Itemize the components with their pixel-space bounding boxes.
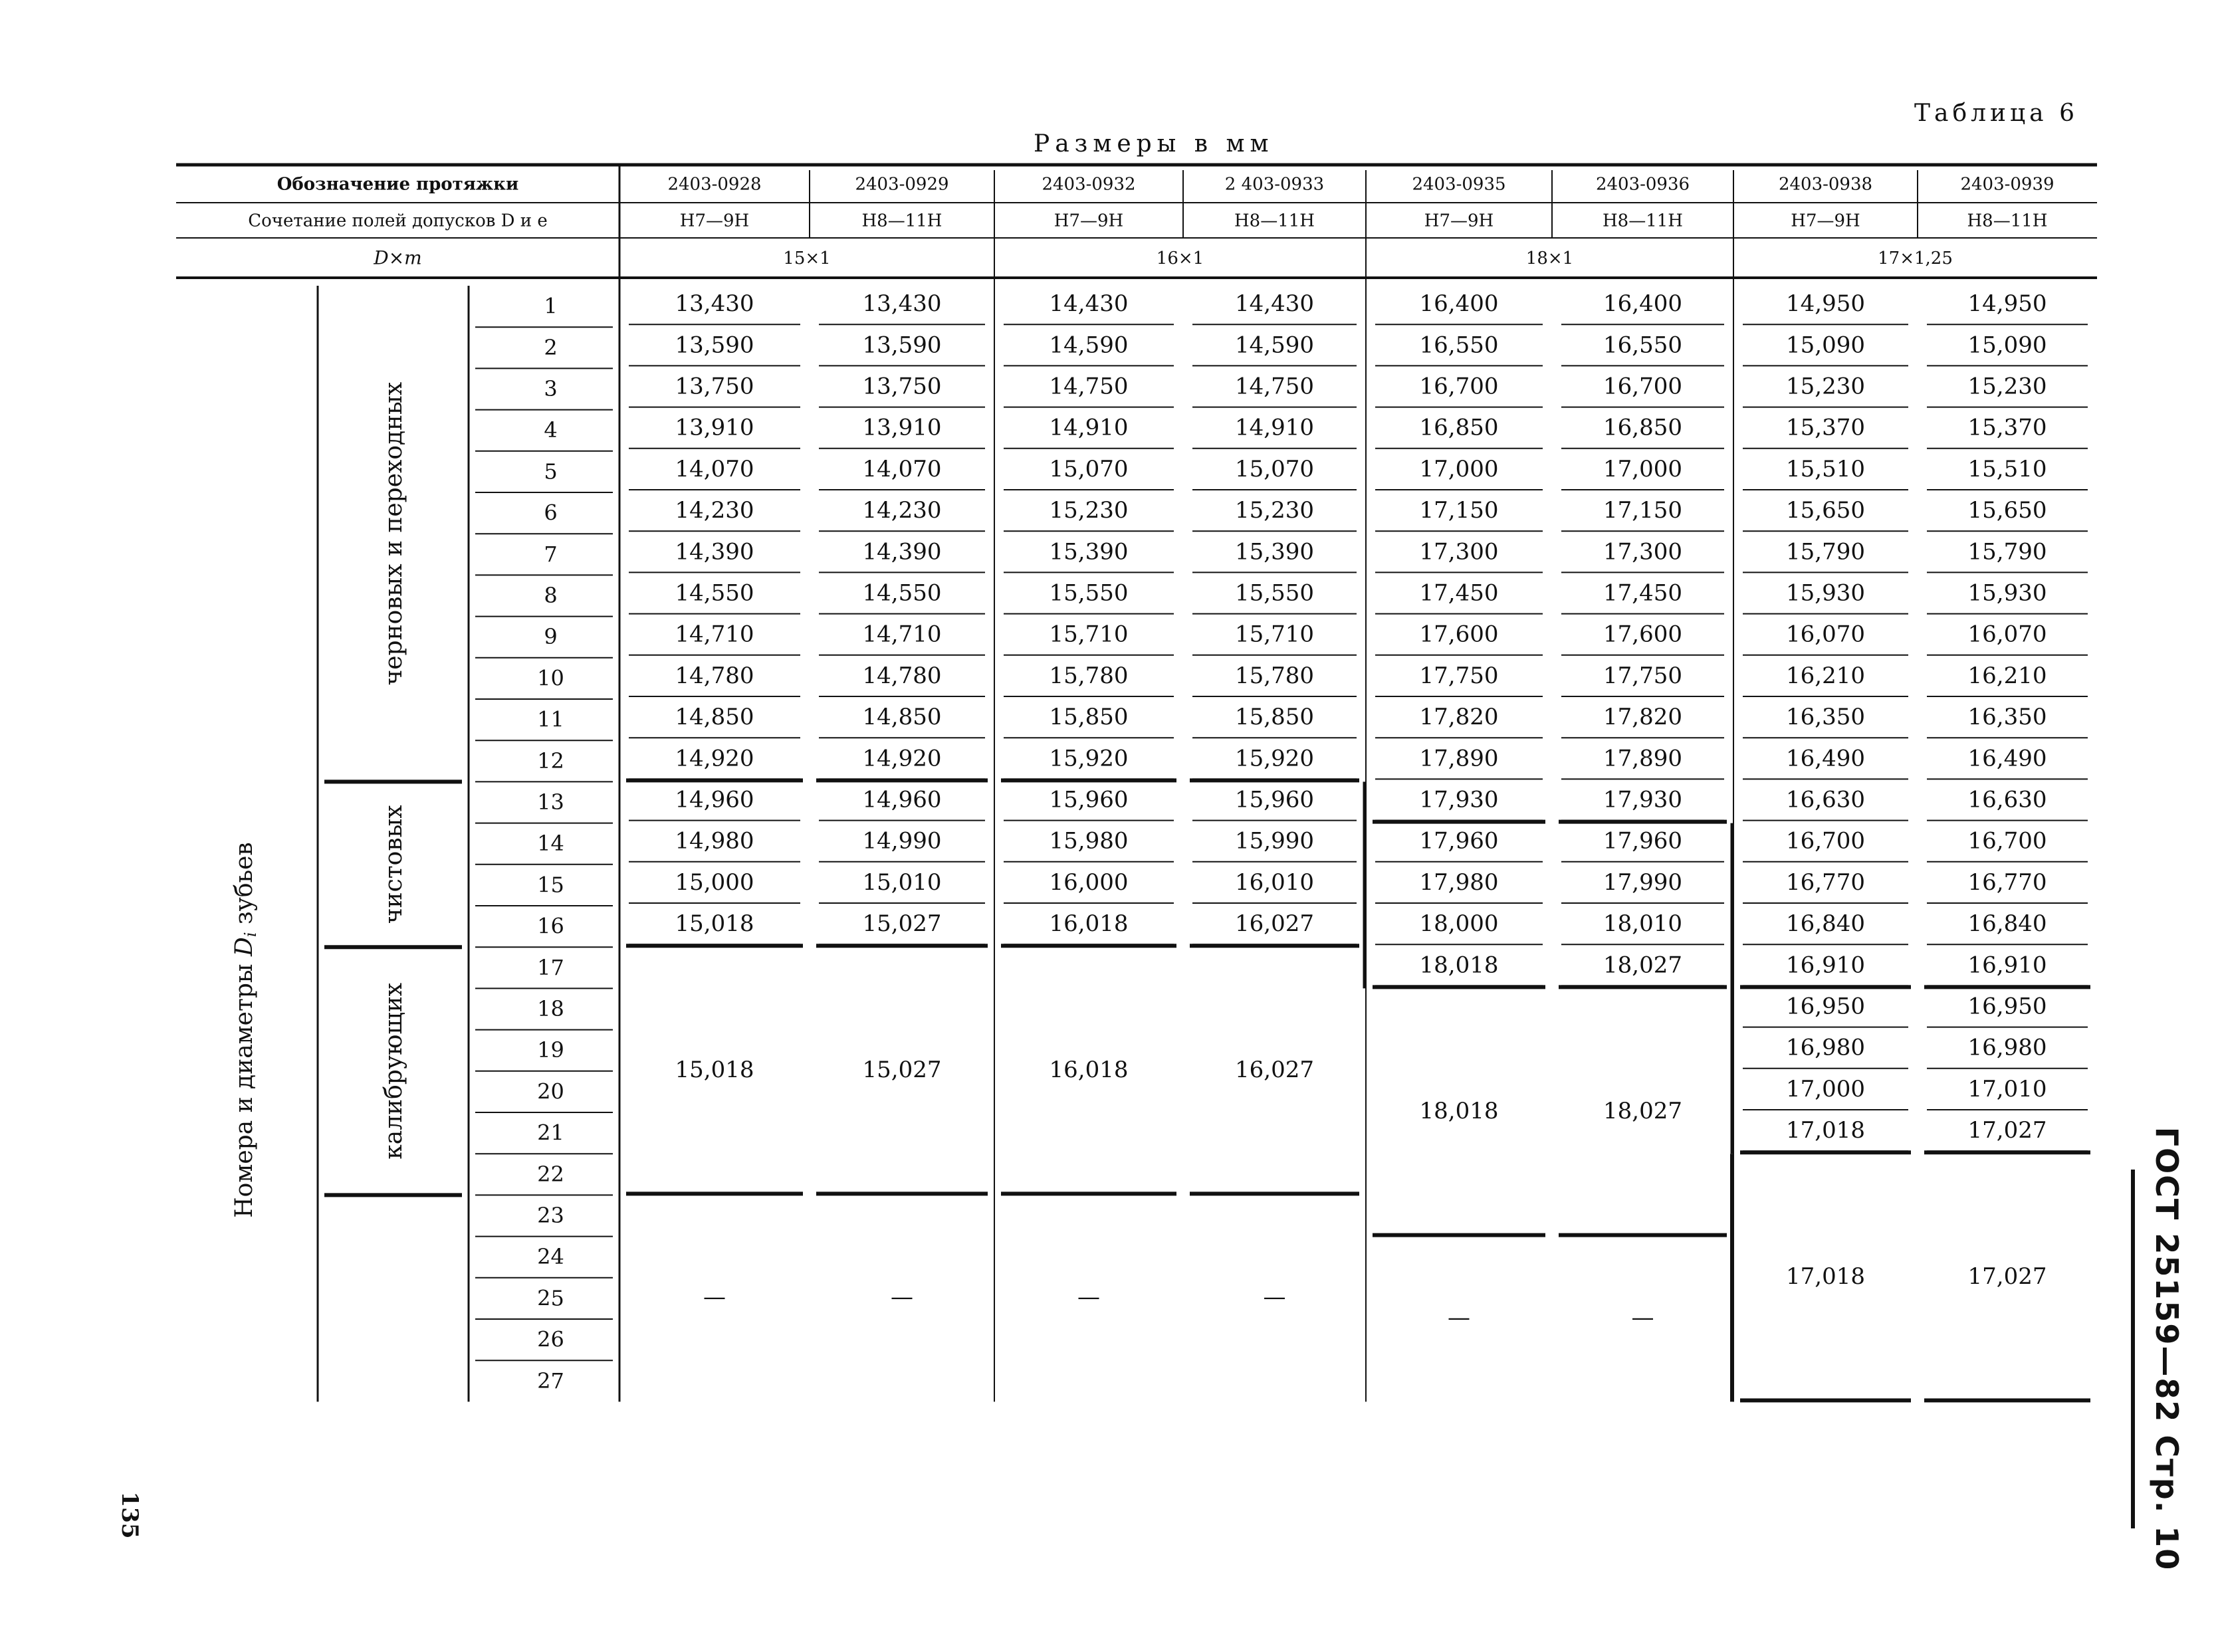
value-cell: 17,010	[1967, 1075, 2047, 1102]
value-cell: 13,750	[862, 373, 942, 400]
value-cell: 17,600	[1603, 621, 1682, 648]
value-cell: 15,230	[1049, 497, 1129, 524]
value-cell: 15,850	[1049, 704, 1129, 731]
tolerance-cell: H8—11H	[1967, 211, 2048, 231]
value-cell: 14,390	[862, 538, 942, 566]
merged-value-cell: 16,027	[1235, 1056, 1314, 1083]
value-cell: 17,750	[1603, 662, 1682, 689]
value-cell: 16,980	[1967, 1034, 2047, 1061]
value-cell: 14,430	[1049, 290, 1129, 318]
designation-cell: 2403-0928	[667, 174, 762, 195]
value-cell: 14,230	[862, 497, 942, 524]
value-cell: 16,700	[1967, 827, 2047, 855]
row-number: 22	[537, 1161, 564, 1187]
value-cell: 16,210	[1786, 662, 1865, 689]
value-cell: 13,750	[675, 373, 754, 400]
value-cell: 16,400	[1419, 290, 1499, 318]
value-cell: 14,920	[675, 745, 754, 772]
value-cell: 14,910	[1235, 414, 1314, 441]
value-cell: 15,930	[1786, 579, 1865, 607]
value-cell: 15,780	[1049, 662, 1129, 689]
value-cell: 14,850	[862, 704, 942, 731]
value-cell: 14,710	[675, 621, 754, 648]
value-cell: 16,490	[1967, 745, 2047, 772]
value-cell: 16,010	[1235, 869, 1314, 896]
group-label: чистовых	[380, 805, 407, 924]
value-cell: 15,090	[1786, 332, 1865, 359]
value-cell: 18,000	[1419, 910, 1499, 938]
row-number: 9	[544, 624, 558, 650]
value-cell: 14,850	[675, 704, 754, 731]
value-cell: 17,890	[1419, 745, 1499, 772]
value-cell: 16,770	[1786, 869, 1865, 896]
value-cell: 13,430	[862, 290, 942, 318]
merged-value-cell: 18,027	[1603, 1098, 1682, 1124]
designation-cell: 2403-0936	[1595, 174, 1690, 195]
value-cell: 14,750	[1049, 373, 1129, 400]
designation-cell: 2403-0932	[1042, 174, 1136, 195]
value-cell: 15,920	[1049, 745, 1129, 772]
side-title: Номера и диаметры $D_i$ зубьев	[231, 842, 260, 1218]
value-cell: 15,960	[1235, 786, 1314, 813]
value-cell: 15,230	[1967, 373, 2047, 400]
value-cell: 16,210	[1967, 662, 2047, 689]
value-cell: 16,840	[1786, 910, 1865, 938]
merged-value-cell: 17,018	[1786, 1263, 1865, 1290]
dxm-header: D×m	[374, 247, 422, 269]
value-cell: 13,430	[675, 290, 754, 318]
value-cell: 15,780	[1235, 662, 1314, 689]
value-cell: 15,850	[1235, 704, 1314, 731]
standard-side-label-text: ГОСТ 25159—82 Стр. 10	[2149, 1126, 2185, 1572]
value-cell: 15,710	[1235, 621, 1314, 648]
designation-cell: 2 403-0933	[1224, 174, 1325, 195]
tolerance-cell: H8—11H	[1234, 211, 1315, 231]
tolerance-cell: H7—9H	[1791, 211, 1860, 231]
value-cell: 16,700	[1786, 827, 1865, 855]
row-number: 11	[537, 706, 564, 732]
tolerance-cell: H8—11H	[1603, 211, 1683, 231]
value-cell: 17,980	[1419, 869, 1499, 896]
row-number: 15	[537, 872, 564, 898]
value-cell: 14,430	[1235, 290, 1314, 318]
value-cell: 16,350	[1967, 704, 2047, 731]
value-cell: 17,300	[1419, 538, 1499, 566]
value-cell: 17,600	[1419, 621, 1499, 648]
value-cell: 17,000	[1786, 1075, 1865, 1102]
row-number: 20	[537, 1079, 564, 1104]
value-cell: 15,650	[1967, 497, 2047, 524]
value-cell: 17,450	[1603, 579, 1682, 607]
value-cell: 15,070	[1049, 455, 1129, 482]
value-cell: 16,070	[1786, 621, 1865, 648]
dxm-cell: 17×1,25	[1878, 249, 1953, 268]
value-cell: 14,780	[862, 662, 942, 689]
value-cell: 15,790	[1786, 538, 1865, 566]
value-cell: 16,000	[1049, 869, 1129, 896]
dash-cell: —	[1263, 1283, 1286, 1310]
row-number: 25	[537, 1285, 564, 1311]
merged-value-cell: 17,027	[1967, 1263, 2047, 1290]
value-cell: 14,950	[1967, 290, 2047, 318]
value-cell: 14,070	[675, 455, 754, 482]
tolerance-cell: H7—9H	[1424, 211, 1494, 231]
group-label: черновых и переходных	[380, 381, 407, 686]
value-cell: 16,950	[1786, 993, 1865, 1020]
value-cell: 14,590	[1049, 332, 1129, 359]
value-cell: 15,510	[1786, 455, 1865, 482]
value-cell: 14,750	[1235, 373, 1314, 400]
value-cell: 14,390	[675, 538, 754, 566]
value-cell: 17,930	[1603, 786, 1682, 813]
value-cell: 15,960	[1049, 786, 1129, 813]
row-number: 12	[537, 748, 564, 774]
value-cell: 18,027	[1603, 952, 1682, 979]
merged-value-cell: 15,027	[862, 1056, 942, 1083]
designation-cell: 2403-0935	[1412, 174, 1506, 195]
row-number: 4	[544, 417, 558, 443]
value-cell: 16,550	[1603, 332, 1682, 359]
row-number: 1	[544, 293, 558, 319]
merged-value-cell: 15,018	[675, 1056, 754, 1083]
value-cell: 15,010	[862, 869, 942, 896]
value-cell: 15,550	[1049, 579, 1129, 607]
value-cell: 15,990	[1235, 827, 1314, 855]
value-cell: 16,700	[1419, 373, 1499, 400]
value-cell: 16,027	[1235, 910, 1314, 938]
value-cell: 16,400	[1603, 290, 1682, 318]
tolerance-cell: H7—9H	[1054, 211, 1124, 231]
row-number: 10	[537, 665, 564, 691]
value-cell: 16,018	[1049, 910, 1129, 938]
row-number: 24	[537, 1244, 564, 1270]
dash-cell: —	[1448, 1304, 1470, 1331]
value-cell: 15,230	[1235, 497, 1314, 524]
dash-cell: —	[703, 1283, 726, 1310]
value-cell: 16,980	[1786, 1034, 1865, 1061]
value-cell: 16,700	[1603, 373, 1682, 400]
value-cell: 14,550	[862, 579, 942, 607]
value-cell: 17,027	[1967, 1117, 2047, 1144]
value-cell: 17,820	[1419, 704, 1499, 731]
value-cell: 17,450	[1419, 579, 1499, 607]
value-cell: 15,090	[1967, 332, 2047, 359]
value-cell: 16,910	[1967, 952, 2047, 979]
value-cell: 15,510	[1967, 455, 2047, 482]
value-cell: 16,630	[1786, 786, 1865, 813]
page-number-text: 135	[116, 1491, 143, 1539]
value-cell: 16,490	[1786, 745, 1865, 772]
value-cell: 15,370	[1967, 414, 2047, 441]
value-cell: 17,018	[1786, 1117, 1865, 1144]
value-cell: 17,960	[1603, 827, 1682, 855]
value-cell: 14,910	[1049, 414, 1129, 441]
row-number: 14	[537, 831, 564, 857]
dash-cell: —	[1077, 1283, 1100, 1310]
dxm-cell: 15×1	[783, 249, 831, 268]
row-number: 13	[537, 789, 564, 815]
standard-side-label	[2139, 1126, 2195, 1572]
row-number: 27	[537, 1368, 564, 1394]
value-cell: 17,000	[1603, 455, 1682, 482]
value-cell: 17,820	[1603, 704, 1682, 731]
designation-cell: 2403-0939	[1960, 174, 2054, 195]
row-number: 19	[537, 1037, 564, 1063]
value-cell: 16,550	[1419, 332, 1499, 359]
value-cell: 17,890	[1603, 745, 1682, 772]
dash-cell: —	[891, 1283, 913, 1310]
row-number: 23	[537, 1203, 564, 1228]
value-cell: 15,000	[675, 869, 754, 896]
value-cell: 15,550	[1235, 579, 1314, 607]
value-cell: 15,920	[1235, 745, 1314, 772]
value-cell: 17,150	[1603, 497, 1682, 524]
value-cell: 14,710	[862, 621, 942, 648]
value-cell: 17,300	[1603, 538, 1682, 566]
value-cell: 14,960	[862, 786, 942, 813]
designation-cell: 2403-0929	[855, 174, 949, 195]
dxm-cell: 18×1	[1525, 249, 1574, 268]
value-cell: 15,370	[1786, 414, 1865, 441]
row-number: 2	[544, 334, 558, 360]
value-cell: 16,850	[1419, 414, 1499, 441]
value-cell: 15,070	[1235, 455, 1314, 482]
value-cell: 14,960	[675, 786, 754, 813]
value-cell: 15,650	[1786, 497, 1865, 524]
side-rule	[2131, 1170, 2135, 1528]
row-number: 21	[537, 1120, 564, 1146]
tolerance-cell: H8—11H	[861, 211, 943, 231]
value-cell: 16,770	[1967, 869, 2047, 896]
value-cell: 14,070	[862, 455, 942, 482]
designation-cell: 2403-0938	[1778, 174, 1873, 195]
tolerance-header: Сочетание полей допусков D и e	[248, 211, 548, 231]
row-number: 5	[544, 459, 558, 484]
row-number: 17	[537, 954, 564, 980]
value-cell: 16,630	[1967, 786, 2047, 813]
tolerance-cell: H7—9H	[679, 211, 750, 231]
value-cell: 15,018	[675, 910, 754, 938]
dxm-cell: 16×1	[1156, 249, 1204, 268]
value-cell: 15,930	[1967, 579, 2047, 607]
value-cell: 15,790	[1967, 538, 2047, 566]
row-number: 26	[537, 1326, 564, 1352]
value-cell: 14,230	[675, 497, 754, 524]
value-cell: 14,590	[1235, 332, 1314, 359]
value-cell: 18,010	[1603, 910, 1682, 938]
row-number: 7	[544, 541, 558, 567]
value-cell: 17,000	[1419, 455, 1499, 482]
value-cell: 15,710	[1049, 621, 1129, 648]
value-cell: 17,990	[1603, 869, 1682, 896]
value-cell: 14,990	[862, 827, 942, 855]
value-cell: 16,840	[1967, 910, 2047, 938]
value-cell: 18,018	[1419, 952, 1499, 979]
value-cell: 14,980	[675, 827, 754, 855]
value-cell: 15,390	[1049, 538, 1129, 566]
value-cell: 16,910	[1786, 952, 1865, 979]
value-cell: 13,910	[862, 414, 942, 441]
value-cell: 14,780	[675, 662, 754, 689]
value-cell: 17,750	[1419, 662, 1499, 689]
row-number: 18	[537, 996, 564, 1021]
designation-header: Обозначение протяжки	[277, 174, 519, 195]
value-cell: 15,980	[1049, 827, 1129, 855]
value-cell: 15,230	[1786, 373, 1865, 400]
value-cell: 15,390	[1235, 538, 1314, 566]
row-number: 6	[544, 500, 558, 526]
value-cell: 14,550	[675, 579, 754, 607]
value-cell: 13,590	[675, 332, 754, 359]
dash-cell: —	[1631, 1304, 1654, 1331]
units-label: Размеры в мм	[1034, 130, 1274, 157]
row-number: 3	[544, 376, 558, 401]
row-number: 8	[544, 583, 558, 608]
value-cell: 15,027	[862, 910, 942, 938]
row-number: 16	[537, 913, 564, 939]
merged-value-cell: 16,018	[1049, 1056, 1129, 1083]
page-number	[106, 1482, 153, 1548]
value-cell: 17,930	[1419, 786, 1499, 813]
value-cell: 16,070	[1967, 621, 2047, 648]
value-cell: 16,850	[1603, 414, 1682, 441]
value-cell: 13,910	[675, 414, 754, 441]
value-cell: 14,950	[1786, 290, 1865, 318]
value-cell: 13,590	[862, 332, 942, 359]
value-cell: 16,950	[1967, 993, 2047, 1020]
value-cell: 17,150	[1419, 497, 1499, 524]
value-cell: 17,960	[1419, 827, 1499, 855]
group-label: калибрующих	[380, 982, 407, 1160]
merged-value-cell: 18,018	[1419, 1098, 1499, 1124]
table-label: Таблица 6	[1914, 100, 2078, 127]
value-cell: 14,920	[862, 745, 942, 772]
value-cell: 16,350	[1786, 704, 1865, 731]
